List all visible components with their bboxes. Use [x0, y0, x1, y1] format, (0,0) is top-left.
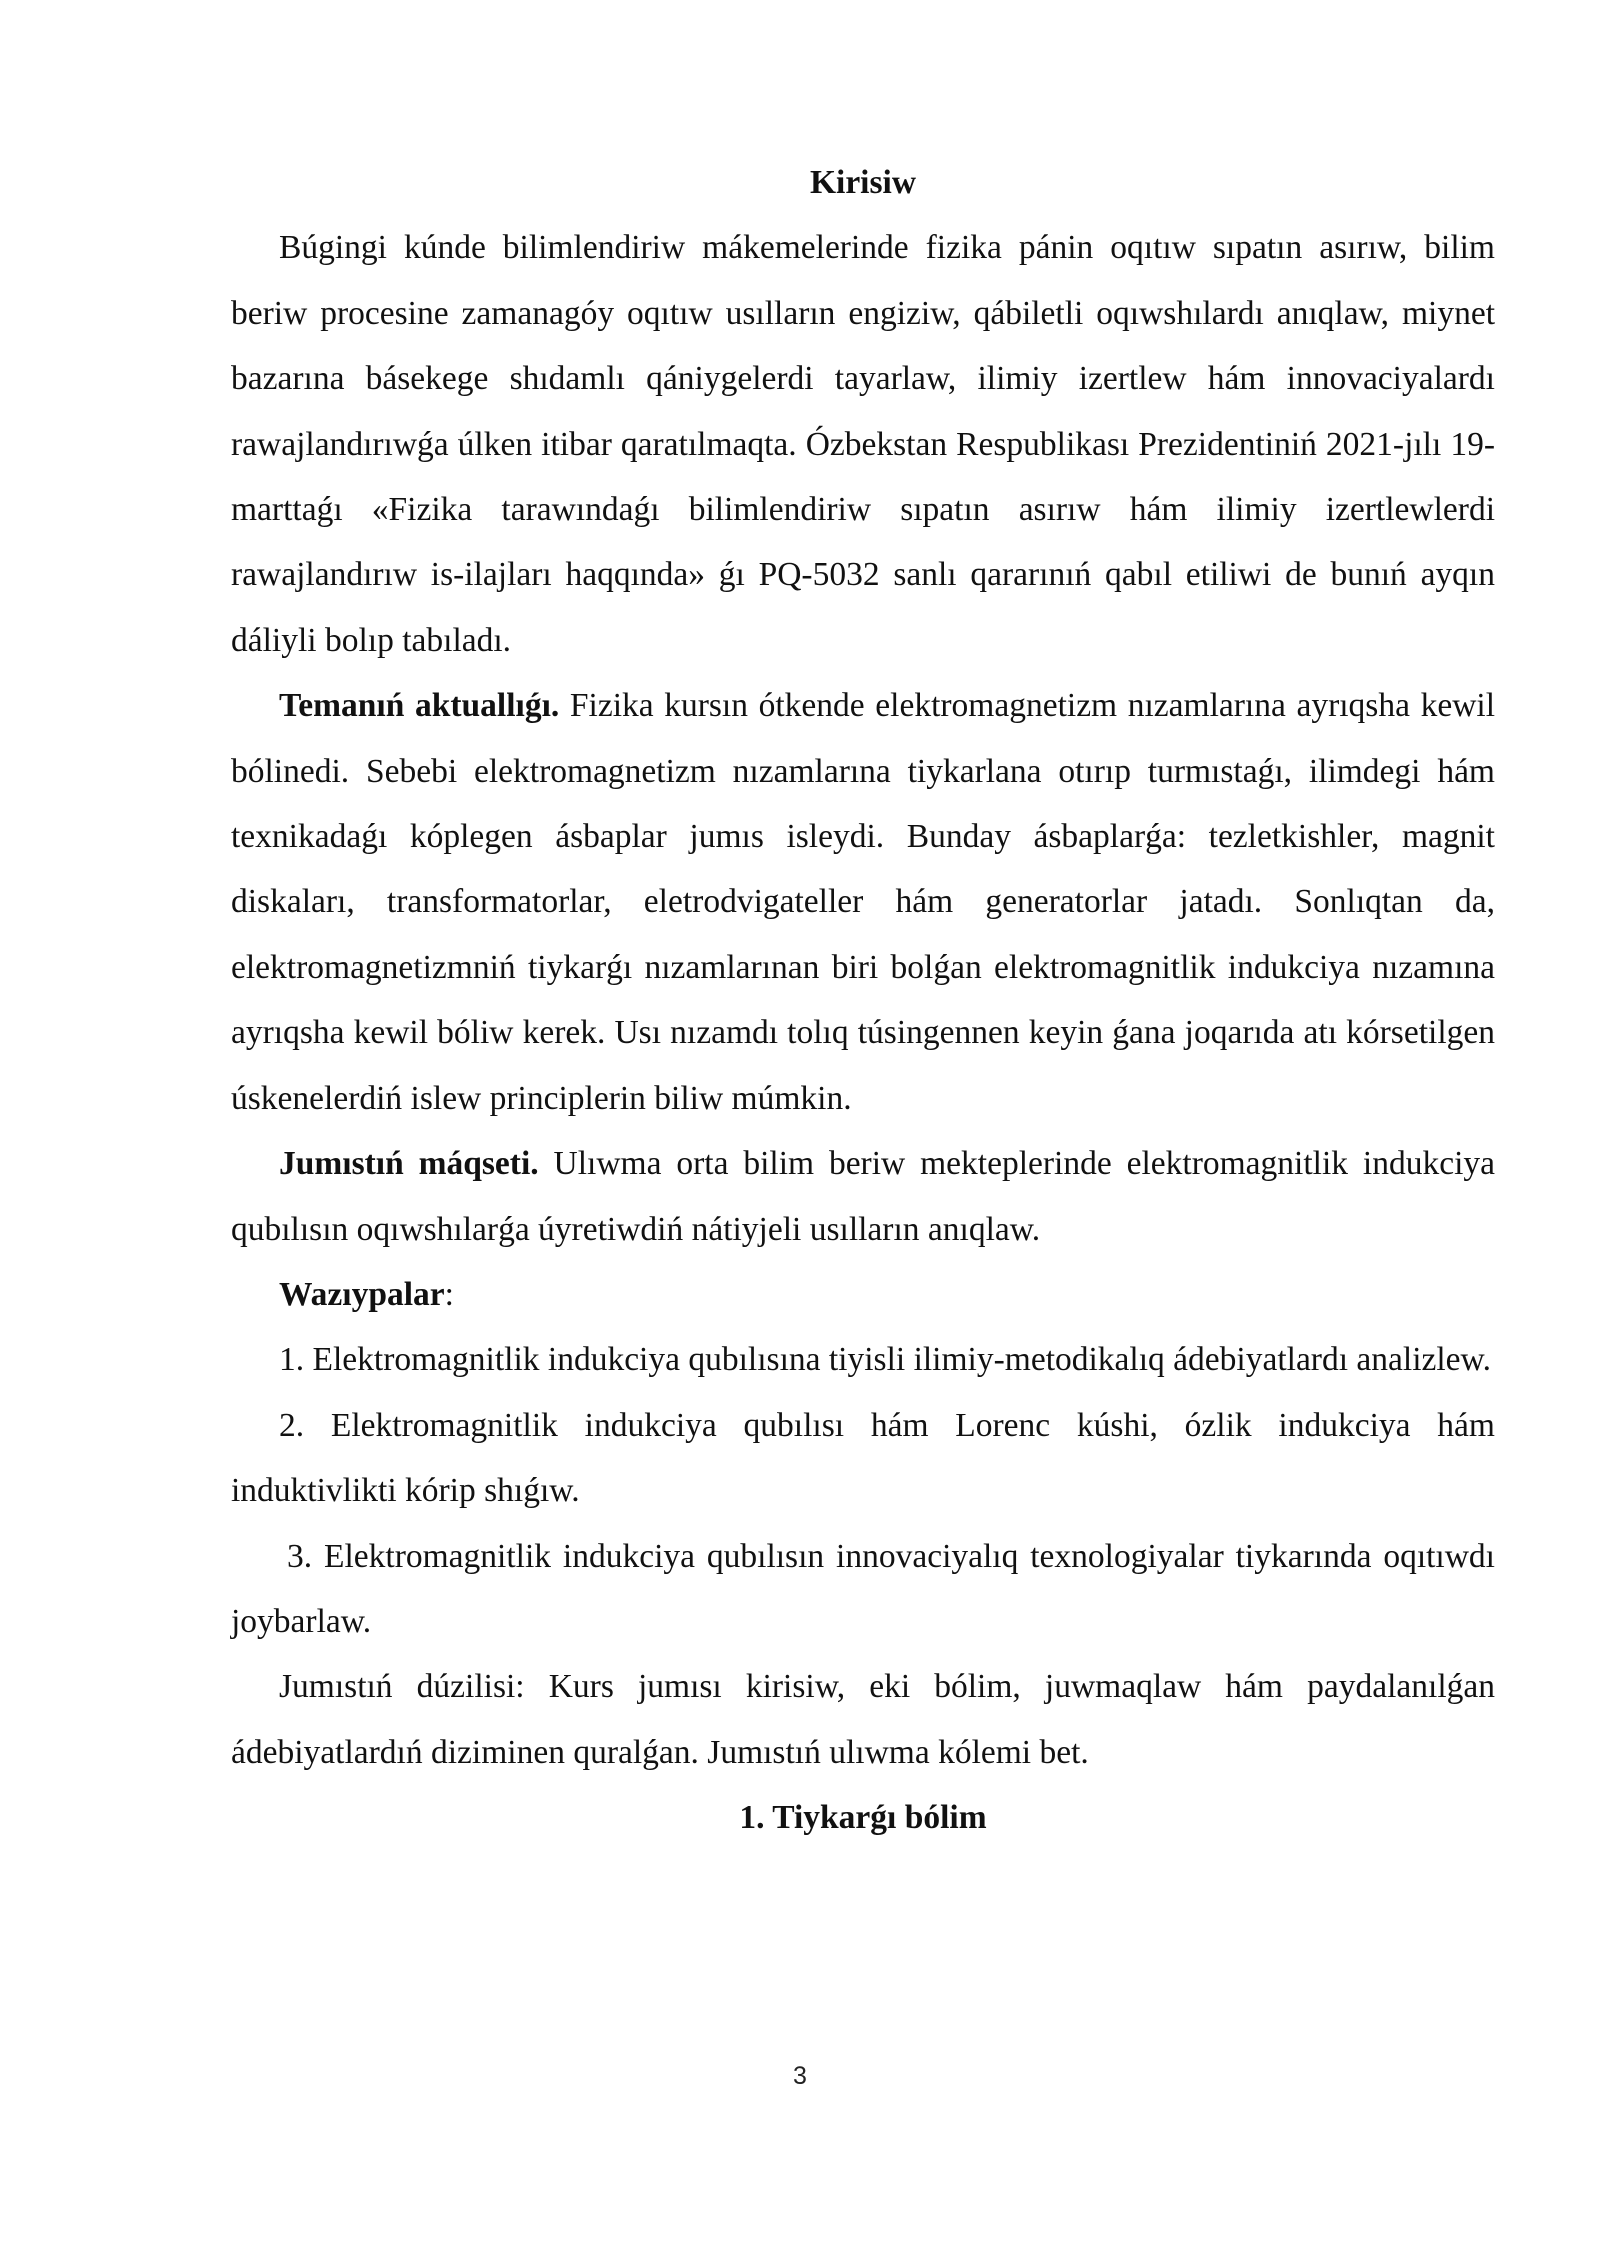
relevance-text: Fizika kursın ótkende elektromagnetizm nızamlarına ayrıqsha kewil bólinedi. Sebebi elektromagnetizm nızamlarına tiykarlana otırıp turmıstaǵı, ilimdegi hám texnikadaǵı kóplegen ásbaplar jumıs isleydi. Bunday ásbaplarǵa: tezletkishler, magnit diskaları, transformatorlar, eletrodvigateller hám generatorlar jatadı. Sonlıqtan da, elektromagnetizmniń tiykarǵı nızamlarınan biri bolǵan elektromagnitlik indukciya nızamına ayrıqsha kewil bóliw kerek. Usı nızamdı tolıq túsingennen keyin ǵana joqarıda atı kórsetilgen úskenelerdiń islew principlerin biliw múmkin.: [231, 687, 1495, 1117]
relevance-label: Temanıń aktuallıǵı.: [279, 687, 560, 725]
goal-text: Ulıwma orta bilim beriw mekteplerinde elektromagnitlik indukciya qubılısın oqıwshılarǵa úyretiwdiń nátiyjeli usılların anıqlaw.: [231, 1145, 1496, 1248]
tasks-heading: [231, 1262, 1495, 1327]
structure-paragraph: Jumıstıń dúzilisi: Kurs jumısı kirisiw, eki bólim, juwmaqlaw hám paydalanılǵan ádebiyatlardıń diziminen quralǵan. Jumıstıń ulıwma kólemi bet.: [231, 1668, 1495, 1771]
task-item-2: 2. Elektromagnitlik indukciya qubılısı hám Lorenc kúshi, ózlik indukciya hám induktivlikti kórip shıǵıw.: [231, 1406, 1495, 1510]
page-number: 3: [793, 2062, 807, 2090]
goal-paragraph: [231, 1131, 1495, 1262]
goal-label: Jumıstıń máqseti.: [279, 1145, 539, 1183]
tasks-colon: :: [444, 1275, 454, 1313]
tasks-label: Wazıypalar: [279, 1275, 445, 1313]
task-item-1: 1. Elektromagnitlik indukciya qubılısına tiyisli ilimiy-metodikalıq ádebiyatlardı analizlew.: [279, 1341, 1491, 1379]
relevance-paragraph: [231, 673, 1495, 1131]
intro-paragraph: Búgingi kúnde bilimlendiriw mákemelerinde fizika pánin oqıtıw sıpatın asırıw, bilim beriw procesine zamanagóy oqıtıw usılların engiziw, qábiletli oqıwshılardı anıqlaw, miynet bazarına básekege shıdamlı qániygelerdi tayarlaw, ilimiy izertlew hám innovaciyalardı rawajlandırıwǵa úlken itibar qaratılmaqta. Ózbekstan Respublikası Prezidentiniń 2021-jılı 19-marttaǵı «Fizika tarawındaǵı bilimlendiriw sıpatın asırıw hám ilimiy izertlewlerdi rawajlandırıw is-ilajları haqqında» ǵı PQ-5032 sanlı qararınıń qabıl etiliwi de bunıń ayqın dáliyli bolıp tabıladı.: [231, 229, 1495, 659]
task-item-3: 3. Elektromagnitlik indukciya qubılısın innovaciyalıq texnologiyalar tiykarında oqıtıwdı joybarlaw.: [231, 1537, 1495, 1640]
document-page: [231, 150, 1495, 1851]
page-title: Kirisiw: [809, 164, 917, 201]
section-heading: 1. Tiykarǵı bólim: [739, 1799, 987, 1837]
